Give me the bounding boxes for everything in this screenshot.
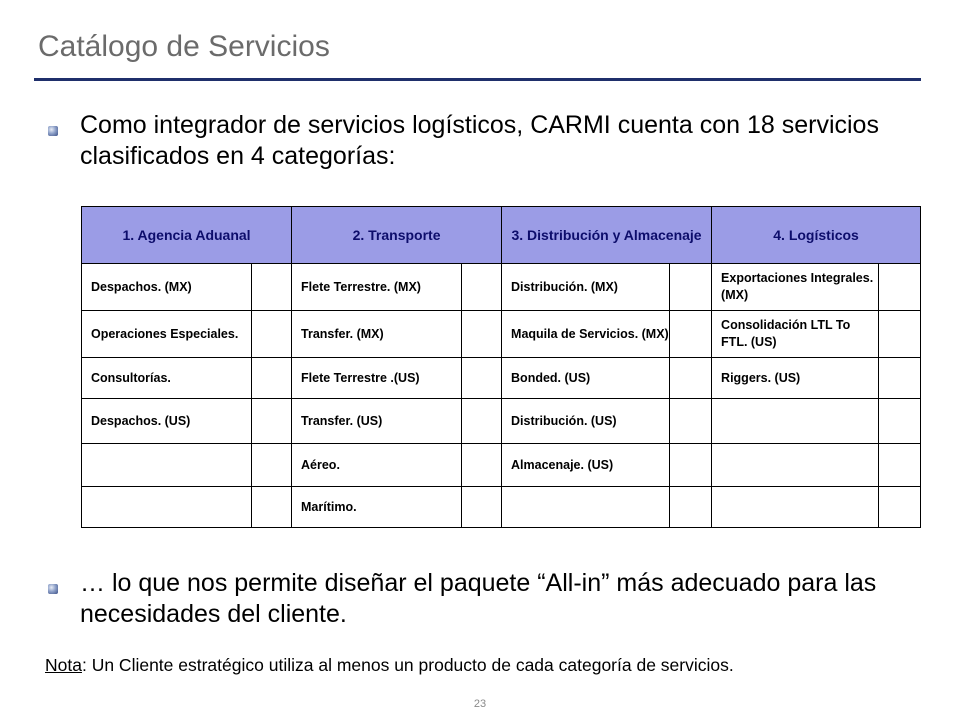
checkbox-cell [670,358,712,399]
checkbox-cell [670,444,712,487]
service-cell: Transfer. (MX) [292,311,462,358]
checkbox-cell [462,264,502,311]
checkbox-cell [879,264,921,311]
service-cell: Maquila de Servicios. (MX) [502,311,670,358]
checkbox-cell [252,487,292,528]
footnote [45,655,734,676]
bullet-icon [48,584,58,594]
service-cell: Consultorías. [82,358,252,399]
table-row [82,311,921,358]
service-cell [502,487,670,528]
service-cell: Almacenaje. (US) [502,444,670,487]
service-cell: Bonded. (US) [502,358,670,399]
table-row [82,399,921,444]
table-row [82,264,921,311]
checkbox-cell [670,264,712,311]
service-cell [712,399,879,444]
service-cell [712,444,879,487]
header-agencia-aduanal: 1. Agencia Aduanal [82,207,292,264]
table-row [82,444,921,487]
service-cell [82,487,252,528]
service-cell: Consolidación LTL To FTL. (US) [712,311,879,358]
service-cell: Despachos. (US) [82,399,252,444]
checkbox-cell [879,358,921,399]
checkbox-cell [252,264,292,311]
slide-title: Catálogo de Servicios [38,30,330,63]
footnote-label: Nota [45,655,82,675]
service-cell [712,487,879,528]
checkbox-cell [252,311,292,358]
service-cell: Despachos. (MX) [82,264,252,311]
checkbox-cell [462,444,502,487]
checkbox-cell [879,311,921,358]
header-transporte: 2. Transporte [292,207,502,264]
checkbox-cell [879,444,921,487]
checkbox-cell [879,399,921,444]
service-cell: Riggers. (US) [712,358,879,399]
service-cell: Marítimo. [292,487,462,528]
checkbox-cell [252,358,292,399]
header-logisticos: 4. Logísticos [712,207,921,264]
table-header-row [82,207,921,264]
service-cell: Aéreo. [292,444,462,487]
checkbox-cell [879,487,921,528]
table-row [82,487,921,528]
service-cell: Flete Terrestre .(US) [292,358,462,399]
service-cell: Distribución. (US) [502,399,670,444]
checkbox-cell [252,399,292,444]
page-number: 23 [473,698,487,710]
checkbox-cell [462,311,502,358]
checkbox-cell [252,444,292,487]
checkbox-cell [462,487,502,528]
header-distribucion-almacenaje: 3. Distribución y Almacenaje [502,207,712,264]
checkbox-cell [462,358,502,399]
title-divider [34,78,921,81]
services-table [81,206,921,528]
footnote-text: : Un Cliente estratégico utiliza al menos un producto de cada categoría de servicios. [81,655,734,675]
service-cell: Transfer. (US) [292,399,462,444]
checkbox-cell [670,311,712,358]
service-cell: Distribución. (MX) [502,264,670,311]
checkbox-cell [670,399,712,444]
checkbox-cell [670,487,712,528]
service-cell: Operaciones Especiales. [82,311,252,358]
bullet-icon [48,126,58,136]
service-cell: Exportaciones Integrales. (MX) [712,264,879,311]
intro-paragraph: Como integrador de servicios logísticos, CARMI cuenta con 18 servicios clasificados en 4 categorías: [80,111,879,170]
table-row [82,358,921,399]
closing-paragraph: … lo que nos permite diseñar el paquete “All-in” más adecuado para las necesidades del cliente. [80,569,877,628]
service-cell [82,444,252,487]
checkbox-cell [462,399,502,444]
service-cell: Flete Terrestre. (MX) [292,264,462,311]
